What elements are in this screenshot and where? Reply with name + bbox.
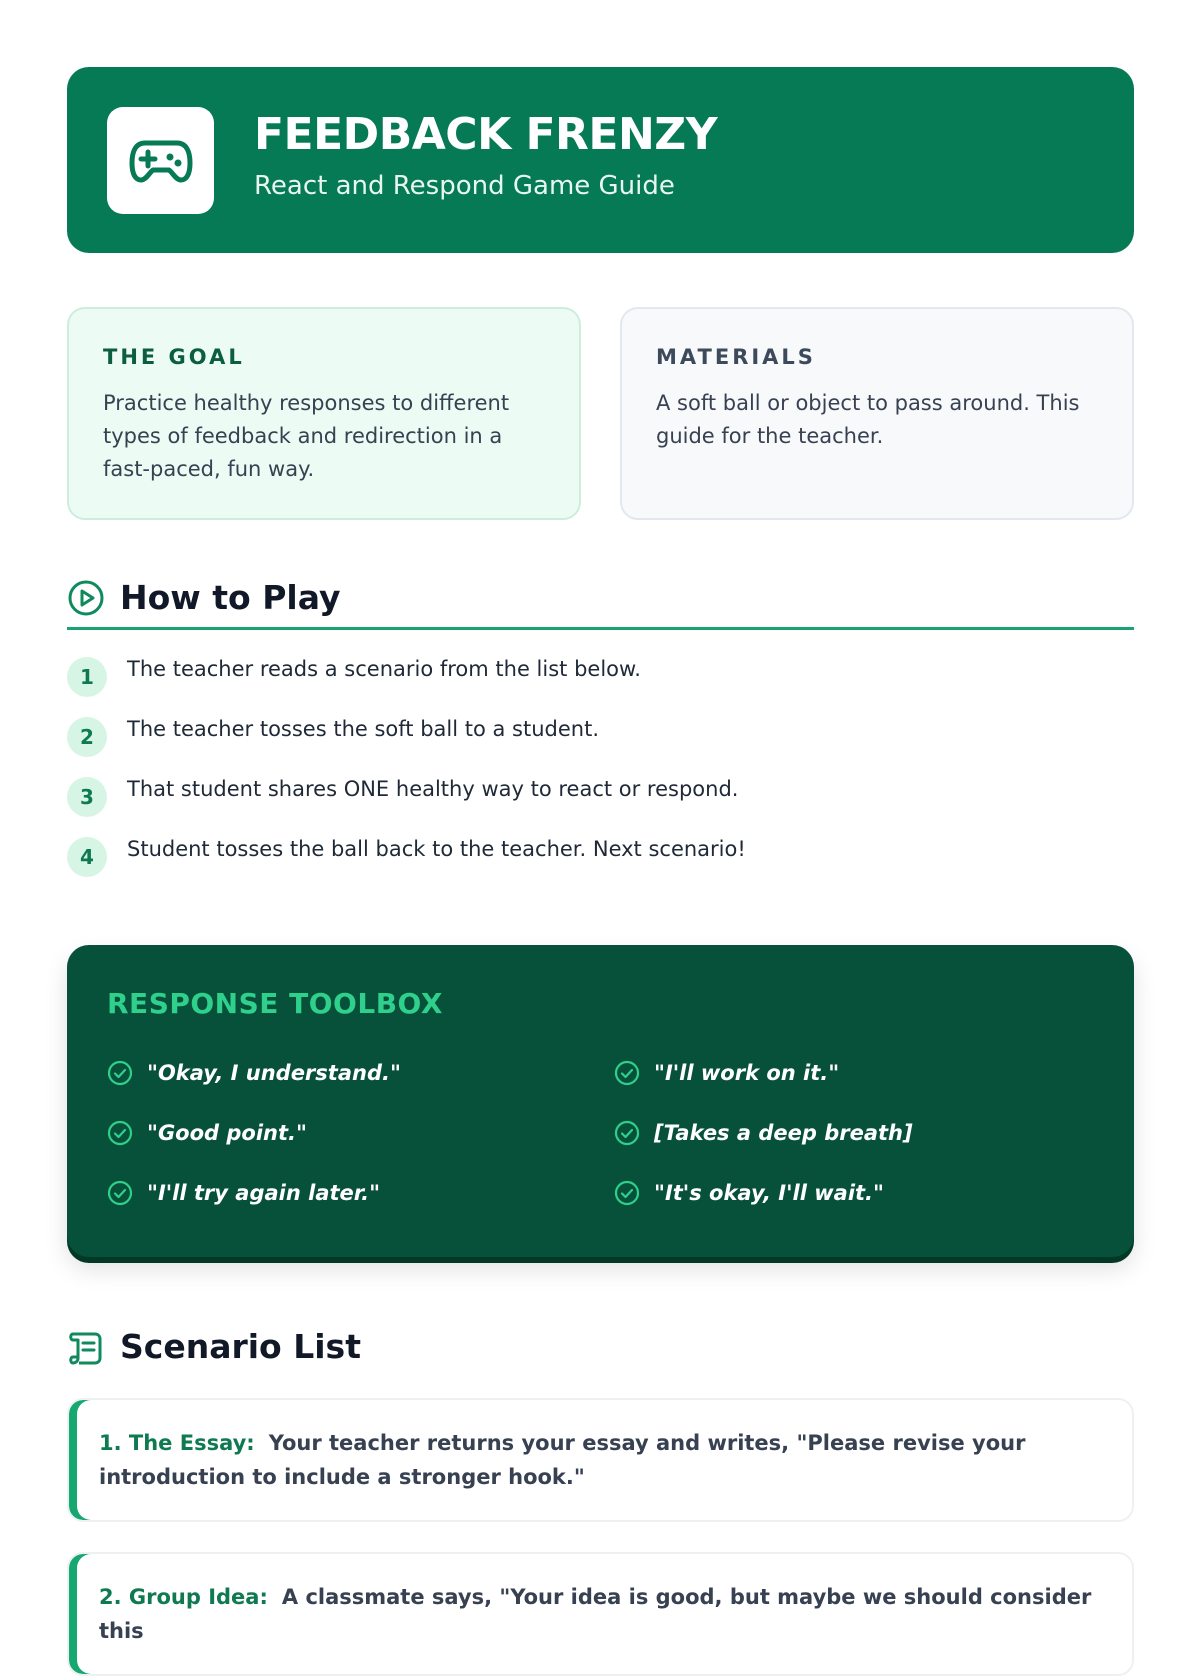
scenario-card (67, 1552, 1134, 1676)
toolbox-item-text: [Takes a deep breath] (654, 1121, 913, 1145)
step-number: 1 (67, 657, 107, 697)
toolbox-item (614, 1180, 884, 1206)
scenario-label: 1. The Essay: (99, 1431, 255, 1455)
scenario-text: A classmate says, "Your idea is good, but maybe we should consider this (99, 1585, 1092, 1643)
materials-card (620, 307, 1134, 520)
list-item (67, 837, 1134, 897)
page-title: FEEDBACK FRENZY (254, 109, 718, 160)
play-circle-icon (67, 579, 105, 617)
toolbox-item-text: "I'll work on it." (654, 1061, 840, 1085)
toolbox-title: RESPONSE TOOLBOX (107, 987, 443, 1020)
scenario-card (67, 1398, 1134, 1522)
response-toolbox (67, 945, 1134, 1257)
gamepad-icon (107, 107, 214, 214)
step-text: The teacher reads a scenario from the list below. (127, 657, 641, 681)
step-text: Student tosses the ball back to the teacher. Next scenario! (127, 837, 746, 861)
goal-text: Practice healthy responses to different types of feedback and redirection in a fast-paced, fun way. (103, 391, 510, 481)
check-circle-icon (107, 1120, 133, 1146)
materials-label: MATERIALS (656, 345, 816, 369)
materials-text: A soft ball or object to pass around. This guide for the teacher. (656, 391, 1080, 448)
toolbox-item (107, 1180, 380, 1206)
scenario-text: Your teacher returns your essay and writes, "Please revise your introduction to include a stronger hook." (99, 1431, 1026, 1489)
goal-label: THE GOAL (103, 345, 245, 369)
check-circle-icon (614, 1060, 640, 1086)
scenario-label: 2. Group Idea: (99, 1585, 268, 1609)
scenario-list-title: Scenario List (120, 1327, 361, 1366)
step-number: 3 (67, 777, 107, 817)
toolbox-item-text: "Okay, I understand." (147, 1061, 401, 1085)
scroll-icon (67, 1328, 105, 1366)
toolbox-item-text: "Good point." (147, 1121, 307, 1145)
toolbox-item (107, 1120, 307, 1146)
toolbox-item (614, 1060, 839, 1086)
check-circle-icon (614, 1180, 640, 1206)
toolbox-item-text: "I'll try again later." (147, 1181, 381, 1205)
toolbox-item-text: "It's okay, I'll wait." (654, 1181, 884, 1205)
list-item (67, 717, 1134, 777)
goal-card (67, 307, 581, 520)
check-circle-icon (107, 1060, 133, 1086)
how-to-play-title: How to Play (120, 578, 341, 617)
list-item (67, 777, 1134, 837)
check-circle-icon (107, 1180, 133, 1206)
steps-list (67, 657, 1134, 897)
how-to-play-heading (67, 578, 1134, 617)
page-header (67, 67, 1134, 253)
scenario-list-heading (67, 1327, 1134, 1366)
toolbox-item (614, 1120, 913, 1146)
check-circle-icon (614, 1120, 640, 1146)
step-text: That student shares ONE healthy way to react or respond. (127, 777, 739, 801)
step-number: 4 (67, 837, 107, 877)
page-subtitle: React and Respond Game Guide (254, 171, 675, 201)
section-divider (67, 627, 1134, 630)
step-number: 2 (67, 717, 107, 757)
step-text: The teacher tosses the soft ball to a student. (127, 717, 599, 741)
toolbox-item (107, 1060, 401, 1086)
list-item (67, 657, 1134, 717)
